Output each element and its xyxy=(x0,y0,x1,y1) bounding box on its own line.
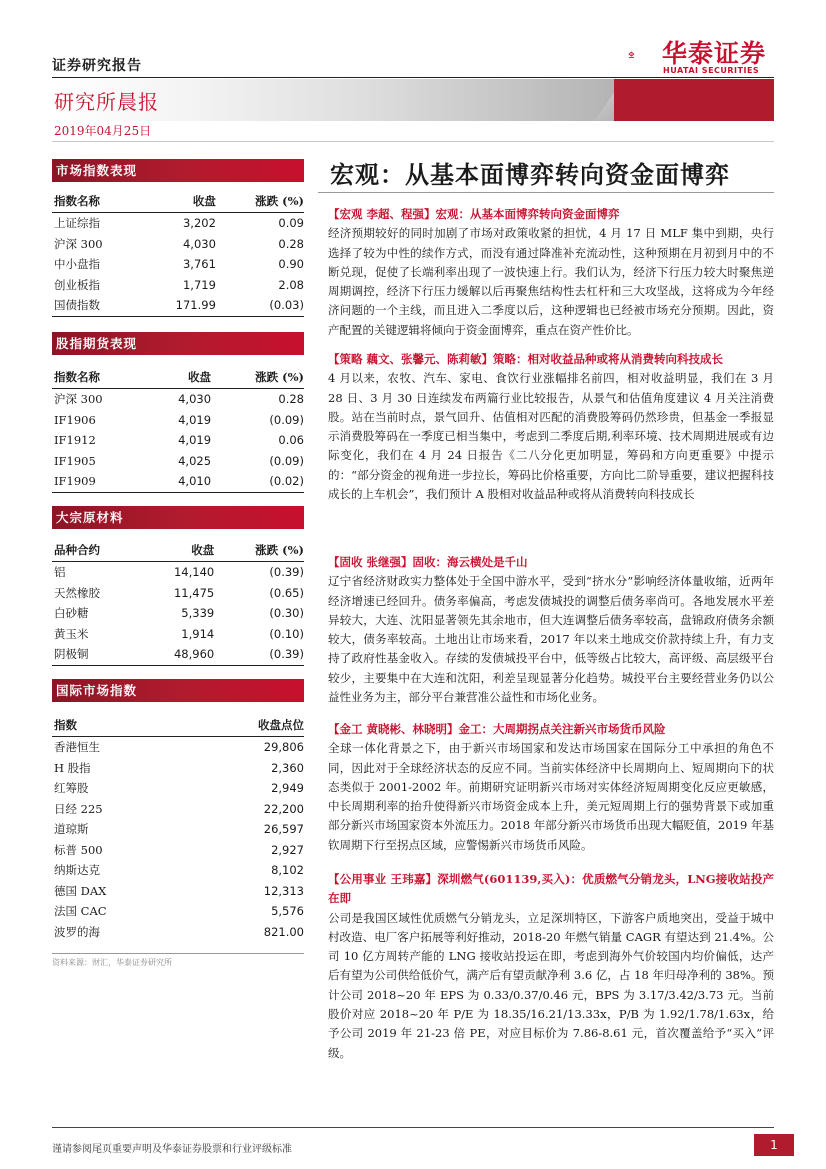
table-row: 国债指数 171.99 (0.03) xyxy=(52,295,304,316)
table-row: 天然橡胶 11,475 (0.65) xyxy=(54,585,304,600)
title-rule xyxy=(318,192,774,193)
table-row: 红筹股 2,949 xyxy=(54,781,304,796)
article-macro xyxy=(328,205,774,340)
market-index-title: 市场指数表现 xyxy=(52,159,304,182)
table-row: IF1906 4,019 (0.09) xyxy=(54,412,304,427)
date-rule xyxy=(52,141,774,142)
table-row: IF1909 4,010 (0.02) xyxy=(52,471,304,492)
table-row: 黄玉米 1,914 (0.10) xyxy=(54,626,304,641)
table-row: 法国 CAC 5,576 xyxy=(54,904,304,919)
commodities-table xyxy=(52,539,304,666)
table-row: 创业板指 1,719 2.08 xyxy=(54,277,304,292)
logo-name-cn: 华泰证券 xyxy=(662,39,767,68)
article-title: 【策略 藕文、张馨元、陈莉敏】策略：相对收益品种或将从消费转向科技成长 xyxy=(328,352,723,366)
futures-title: 股指期货表现 xyxy=(52,332,304,355)
table-row: 沪深 300 4,030 0.28 xyxy=(54,236,304,251)
article-title: 【宏观 李超、程强】宏观：从基本面博弈转向资金面博弈 xyxy=(328,207,620,221)
table-row: 德国 DAX 12,313 xyxy=(54,883,304,898)
header-rule xyxy=(52,77,774,78)
table-row: 香港恒生 29,806 xyxy=(54,740,304,755)
footer-rule xyxy=(52,1127,774,1128)
table-row: 中小盘指 3,761 0.90 xyxy=(54,257,304,272)
page-title: 宏观：从基本面博弈转向资金面博弈 xyxy=(330,160,730,189)
table-row: 波罗的海 821.00 xyxy=(54,924,304,939)
footer-disclaimer: 谨请参阅尾页重要声明及华泰证券股票和行业评级标准 xyxy=(52,1144,292,1155)
article-body: 公司是我国区域性优质燃气分销龙头，立足深圳特区，下游客户质地突出，受益于城中村改造、电厂客户拓展等利好推动，2018-20 年燃气销量 CAGR 有望达到 21.4%。公司 10 亿方周转产能的 LNG 接收站投运在即，考虑到海外气价较国内均价偏低，达产后有望为公司供给低价气，满产后有望贡献净利 3.6 亿，占 18 年归母净利的 38%。预计公司 2018~20 年 EPS 为 0.33/0.37/0.46 元，BPS 为 3.17/3.42/3.73 元。当前股价对应 2018~20 年 P/E 为 18.35/16.21/13.33x，P/B 为 1.92/1.78/1.63x，给予公司 2019 年 21-23 倍 PE，对应目标价为 7.86-8.61 元，首次覆盖给予“买入”评级。 xyxy=(328,910,774,1060)
article-fixed-income xyxy=(328,553,774,707)
intl-title: 国际市场指数 xyxy=(52,679,304,702)
table-row: 纳斯达克 8,102 xyxy=(54,863,304,878)
futures-table xyxy=(52,366,304,493)
table-row: 标普 500 2,927 xyxy=(54,842,304,857)
col-header: 收盘 xyxy=(140,539,214,562)
table-row: 沪深 300 4,030 0.28 xyxy=(54,392,304,407)
article-strategy xyxy=(328,350,774,504)
col-header: 涨跌 (%) xyxy=(216,190,304,213)
table-row: 铝 14,140 (0.39) xyxy=(54,565,304,580)
article-title: 【固收 张继强】固收：海云横处是千山 xyxy=(328,555,528,569)
table-row: 上证综指 3,202 0.09 xyxy=(54,216,304,231)
col-header: 收盘点位 xyxy=(189,714,304,737)
table-row: IF1912 4,019 0.06 xyxy=(54,433,304,448)
commodities-title: 大宗原材料 xyxy=(52,506,304,529)
article-body: 4 月以来，农牧、汽车、家电、食饮行业涨幅排名前四，相对收益明显，我们在 3 月 28 日、3 月 30 日连续发布两篇行业比较报告，从景气和估值角度建议 4 月关注消费股。站在当前时点，景气回升、估值相对匹配的消费股筹码仍然珍贵，但基金一季报显示消费股筹码在一季度已相当集中，考虑到二季度后期,利率环境、技术周期进展或有边际变化，我们在 4 月 24 日报告《二八分化更加明显，筹码和方向更重要》中提示的：“部分资金的视角进一步拉长，筹码比价格重要，方向比二阶导重要，建议把握科技成长的上车机会”，我们预计 A 股相对收益品种或将从消费转向科技成长 xyxy=(328,371,774,502)
col-header: 收盘 xyxy=(148,366,211,389)
col-header: 涨跌 (%) xyxy=(214,539,304,562)
col-header: 品种合约 xyxy=(52,539,140,562)
table-row: 阴极铜 48,960 (0.39) xyxy=(52,644,304,665)
banner xyxy=(52,79,774,121)
table-row: H 股指 2,360 xyxy=(54,760,304,775)
table-row: 白砂糖 5,339 (0.30) xyxy=(54,606,304,621)
table-row: 道琼斯 26,597 xyxy=(54,822,304,837)
col-header: 指数 xyxy=(52,714,189,737)
col-header: 涨跌 (%) xyxy=(211,366,304,389)
page-number: 1 xyxy=(754,1134,794,1156)
article-utilities xyxy=(328,870,774,1063)
article-body: 经济预期较好的同时加剧了市场对政策收紧的担忧，4 月 17 日 MLF 集中到期，央行选择了较为中性的续作方式，而没有通过降准补充流动性，这种预期在月初到月中的不断兑现，促使了长端利率出现了一波快速上行。我们认为，经济下行压力较大时聚焦逆周期调控，经济下行压力缓解以后再聚焦结构性去杠杆和三大攻坚战，这将成为今年经济问题的一个主线，而且进入二季度以后，这种逻辑也已经被市场充分预期。因此，资产配置的关键逻辑将倾向于资金面博弈，重点在资产性价比。 xyxy=(328,226,774,337)
report-type: 证券研究报告 xyxy=(52,58,142,74)
table-row: 日经 225 22,200 xyxy=(54,801,304,816)
huatai-logo-icon xyxy=(628,38,660,74)
article-title: 【公用事业 王玮嘉】深圳燃气(601139,买入)：优质燃气分销龙头，LNG接收站投产在即 xyxy=(328,872,774,906)
market-index-table xyxy=(52,190,304,317)
article-body: 全球一体化背景之下，由于新兴市场国家和发达市场国家在国际分工中承担的角色不同，因此对于全球经济状态的反应不同。当前实体经济中长周期向上、短周期向下的状态类似于 2001-2002 年。前期研究证明新兴市场对实体经济短周期变化反应更敏感，中长周期利率的抬升使得新兴市场资金成本上升，美元短周期上行的强势背景下或加重部分新兴市场国家资本外流压力。2018 年部分新兴市场货币出现大幅贬值，2019 年基钦周期下行至拐点区域，应警惕新兴市场货币风险。 xyxy=(328,741,774,852)
article-title: 【金工 黄晓彬、林晓明】金工：大周期拐点关注新兴市场货币风险 xyxy=(328,722,666,736)
report-date: 2019年04月25日 xyxy=(54,124,152,138)
banner-title: 研究所晨报 xyxy=(54,90,159,114)
col-header: 指数名称 xyxy=(52,366,148,389)
logo-name-en: HUATAI SECURITIES xyxy=(663,66,760,75)
article-quant xyxy=(328,720,774,855)
table-row: IF1905 4,025 (0.09) xyxy=(54,453,304,468)
intl-table xyxy=(52,714,304,942)
col-header: 收盘 xyxy=(143,190,216,213)
data-source: 资料来源：财汇，华泰证券研究所 xyxy=(52,953,304,968)
col-header: 指数名称 xyxy=(52,190,143,213)
article-body: 辽宁省经济财政实力整体处于全国中游水平，受到“挤水分”影响经济体量收缩，近两年经济增速已经回升。债务率偏高，考虑发债城投的调整后债务率尚可。各地发展水平差异较大，大连、沈阳显著领先其余地市，但大连调整后债务率较高，盘锦政府债务余额较大，债务率较高。土地出让市场来看，2017 年以来土地成交价款持续上升，有力支持了政府性基金收入。存续的发债城投平台中，低等级占比较大，高评级、高层级平台较少，主要集中在大连和沈阳，利差呈现显著分化趋势。城投平台主要经营业务仍以公益性业务为主，部分平台兼营准公益性和市场化业务。 xyxy=(328,574,774,705)
